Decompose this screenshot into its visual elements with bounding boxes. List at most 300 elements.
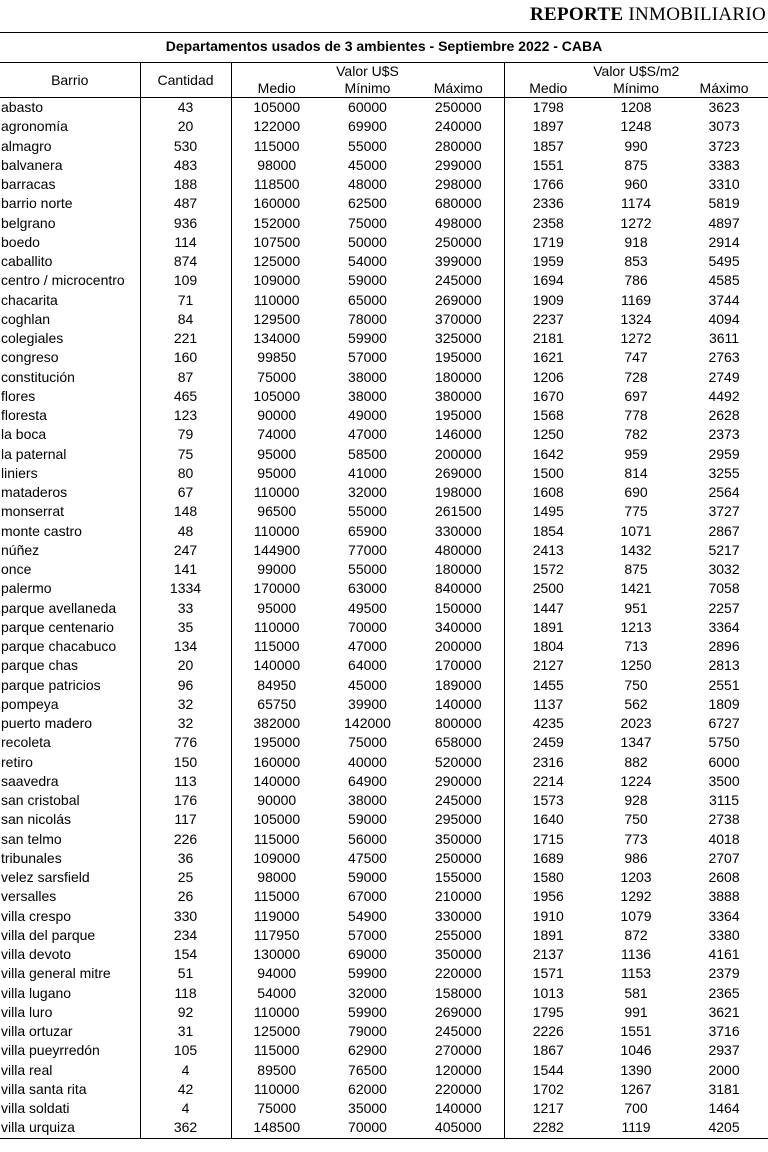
cell-cantidad: 33 [140,599,231,618]
cell-barrio: villa general mitre [0,964,140,983]
cell-m2-minimo: 928 [624,792,648,809]
cell-m2-medio: 2336 [532,195,564,212]
cell-valor-maximo: 210000 [413,887,504,906]
cell-barrio: versalles [0,887,140,906]
cell-m2-medio: 2500 [532,580,564,597]
cell-valor-maximo: 399000 [413,252,504,271]
cell-barrio: balvanera [0,156,140,175]
table-row [0,368,768,387]
cell-valor-maximo: 520000 [413,753,504,772]
table-row [0,252,768,271]
table-row [0,1080,768,1099]
cell-valor-medio: 109000 [253,849,301,866]
cell-cantidad: 43 [140,98,231,118]
cell-m2-medio: 2459 [532,734,564,751]
cell-valor-maximo: 800000 [413,714,504,733]
cell-m2-minimo: 1079 [620,907,652,924]
cell-cantidad: 113 [140,772,231,791]
cell-m2-maximo: 3255 [708,464,740,481]
cell-barrio: belgrano [0,214,140,233]
col-group-valor: Valor U$S [231,63,504,81]
cell-valor-medio: 110000 [253,1080,300,1097]
cell-m2-minimo: 991 [624,1003,648,1020]
cell-m2-medio: 1608 [532,484,564,501]
cell-cantidad: 92 [140,1003,231,1022]
cell-cantidad: 32 [140,714,231,733]
cell-barrio: la paternal [0,445,140,464]
table-row [0,984,768,1003]
table-row [0,637,768,656]
cell-m2-minimo: 750 [624,811,648,828]
cell-m2-minimo: 1248 [620,118,652,135]
cell-barrio: once [0,560,140,579]
cell-m2-maximo: 3380 [708,926,740,943]
cell-valor-medio: 90000 [257,407,297,424]
cell-m2-maximo: 2564 [708,484,740,501]
cell-cantidad: 226 [140,830,231,849]
cell-m2-maximo: 1464 [708,1100,740,1117]
cell-valor-medio: 148500 [231,1118,322,1138]
cell-m2-minimo: 1208 [620,99,652,116]
col-header-maximo: Máximo [413,80,504,98]
cell-valor-maximo: 405000 [413,1118,504,1138]
cell-valor-maximo: 498000 [413,214,504,233]
cell-barrio: centro / microcentro [0,271,140,290]
cell-valor-minimo: 63000 [348,580,387,597]
cell-valor-maximo: 180000 [413,560,504,579]
cell-valor-minimo: 75000 [348,734,387,751]
cell-m2-maximo: 3744 [708,291,740,308]
cell-valor-medio: 195000 [253,734,301,751]
cell-m2-medio: 1621 [532,349,564,366]
cell-valor-medio: 115000 [253,830,300,847]
cell-m2-medio: 1766 [532,176,564,193]
cell-m2-minimo: 782 [624,426,648,443]
table-row [0,695,768,714]
cell-valor-minimo: 38000 [348,792,387,809]
cell-barrio: congreso [0,348,140,367]
cell-valor-maximo: 195000 [413,348,504,367]
cell-valor-maximo: 200000 [413,445,504,464]
cell-valor-medio: 110000 [253,291,300,308]
cell-barrio: recoleta [0,733,140,752]
cell-cantidad: 362 [140,1118,231,1138]
cell-m2-maximo: 3723 [708,137,740,154]
cell-barrio: caballito [0,252,140,271]
cell-valor-medio: 122000 [253,118,301,135]
cell-m2-minimo: 778 [624,407,648,424]
cell-cantidad: 20 [140,117,231,136]
cell-m2-maximo: 2707 [708,849,740,866]
cell-m2-maximo: 2937 [708,1042,740,1059]
cell-cantidad: 96 [140,676,231,695]
cell-m2-minimo: 1153 [620,965,652,982]
cell-cantidad: 26 [140,887,231,906]
cell-valor-medio: 130000 [253,946,301,963]
cell-valor-medio: 96500 [257,503,297,520]
table-row [0,830,768,849]
cell-m2-medio: 2181 [532,330,564,347]
cell-barrio: la boca [0,425,140,444]
cell-valor-maximo: 250000 [413,98,504,118]
cell-valor-medio: 129500 [253,310,301,327]
cell-valor-medio: 134000 [253,330,301,347]
cell-m2-minimo: 1224 [620,772,652,789]
prices-table [0,62,768,1139]
cell-barrio: agronomía [0,117,140,136]
cell-m2-medio: 1571 [532,965,564,982]
cell-m2-minimo: 1119 [592,1118,680,1138]
cell-valor-minimo: 55000 [348,503,387,520]
cell-m2-maximo: 3623 [708,99,740,116]
cell-m2-medio: 1642 [532,445,564,462]
table-row [0,868,768,887]
cell-valor-maximo: 198000 [413,483,504,502]
brand-light-text: INMOBILIARIO [628,4,766,25]
table-row [0,541,768,560]
cell-valor-minimo: 47000 [348,638,387,655]
cell-valor-maximo: 140000 [413,1099,504,1118]
cell-m2-medio: 1910 [532,907,564,924]
cell-m2-medio: 1719 [532,233,564,250]
cell-valor-maximo: 245000 [413,1022,504,1041]
cell-m2-maximo: 6000 [708,753,740,770]
cell-m2-minimo: 1324 [620,310,652,327]
cell-barrio: villa luro [0,1003,140,1022]
cell-cantidad: 31 [140,1022,231,1041]
cell-m2-maximo: 4205 [680,1118,768,1138]
cell-cantidad: 36 [140,849,231,868]
cell-valor-maximo: 350000 [413,830,504,849]
cell-m2-medio: 1250 [532,426,564,443]
cell-m2-medio: 1551 [532,156,564,173]
cell-barrio: villa crespo [0,907,140,926]
cell-valor-minimo: 59000 [348,869,387,886]
cell-valor-medio: 115000 [253,137,300,154]
cell-m2-maximo: 2551 [708,676,740,693]
cell-cantidad: 51 [140,964,231,983]
cell-barrio: villa ortuzar [0,1022,140,1041]
cell-m2-maximo: 2914 [708,233,740,250]
cell-m2-maximo: 4094 [708,310,740,327]
cell-cantidad: 105 [140,1041,231,1060]
table-row [0,98,768,118]
cell-cantidad: 221 [140,329,231,348]
cell-m2-minimo: 882 [624,753,648,770]
cell-valor-minimo: 54900 [348,907,387,924]
col-header-cantidad: Cantidad [140,63,231,98]
cell-barrio: saavedra [0,772,140,791]
cell-valor-medio: 95000 [257,599,297,616]
cell-valor-medio: 74000 [257,426,297,443]
cell-valor-maximo: 245000 [413,271,504,290]
cell-cantidad: 234 [140,926,231,945]
col-header-barrio: Barrio [0,63,140,98]
cell-valor-maximo: 255000 [413,926,504,945]
cell-valor-minimo: 41000 [348,464,387,481]
cell-m2-medio: 2413 [532,541,564,558]
cell-valor-minimo: 32000 [348,984,387,1001]
cell-barrio: villa soldati [0,1099,140,1118]
table-row [0,522,768,541]
cell-m2-medio: 1959 [532,253,564,270]
cell-valor-maximo: 150000 [413,599,504,618]
cell-valor-maximo: 200000 [413,637,504,656]
cell-valor-minimo: 57000 [348,926,387,943]
cell-valor-maximo: 140000 [413,695,504,714]
cell-valor-medio: 144900 [253,541,301,558]
cell-cantidad: 776 [140,733,231,752]
cell-m2-medio: 1798 [532,99,564,116]
cell-barrio: parque chas [0,656,140,675]
cell-barrio: coghlan [0,310,140,329]
table-row [0,406,768,425]
cell-valor-medio: 75000 [257,1100,297,1117]
table-row [0,387,768,406]
cell-cantidad: 530 [140,137,231,156]
cell-valor-minimo: 62500 [348,195,387,212]
cell-cantidad: 75 [140,445,231,464]
cell-valor-medio: 115000 [253,1042,300,1059]
cell-valor-minimo: 59900 [348,1003,387,1020]
cell-valor-medio: 107500 [253,233,301,250]
cell-m2-maximo: 3621 [708,1003,740,1020]
cell-m2-maximo: 6727 [708,715,740,732]
cell-valor-medio: 89500 [257,1061,297,1078]
cell-barrio: parque chacabuco [0,637,140,656]
cell-valor-medio: 160000 [253,753,301,770]
cell-m2-minimo: 875 [624,561,648,578]
cell-m2-medio: 2127 [532,657,564,674]
cell-m2-maximo: 2000 [708,1061,740,1078]
cell-barrio: chacarita [0,291,140,310]
cell-m2-minimo: 1347 [620,734,652,751]
cell-m2-minimo: 986 [624,849,648,866]
cell-valor-maximo: 189000 [413,676,504,695]
cell-m2-maximo: 4161 [708,946,740,963]
cell-m2-minimo: 728 [624,368,648,385]
cell-m2-medio: 1137 [533,695,564,712]
cell-m2-medio: 1670 [532,387,564,404]
cell-valor-minimo: 69000 [348,946,387,963]
cell-barrio: flores [0,387,140,406]
cell-valor-minimo: 45000 [348,676,387,693]
cell-valor-minimo: 65900 [348,522,387,539]
cell-valor-medio: 115000 [253,638,300,655]
cell-valor-medio: 140000 [253,657,301,674]
cell-barrio: liniers [0,464,140,483]
cell-valor-medio: 105000 [253,387,301,404]
cell-barrio: san nicolás [0,810,140,829]
cell-m2-medio: 1956 [532,888,564,905]
cell-valor-minimo: 76500 [348,1061,387,1078]
cell-m2-minimo: 960 [624,176,648,193]
cell-m2-medio: 1702 [532,1080,564,1097]
table-row [0,291,768,310]
cell-m2-minimo: 872 [624,926,648,943]
cell-valor-maximo: 380000 [413,387,504,406]
table-row [0,810,768,829]
cell-m2-minimo: 773 [624,830,648,847]
cell-valor-maximo: 280000 [413,137,504,156]
cell-m2-minimo: 853 [624,253,648,270]
table-row [0,753,768,772]
cell-valor-minimo: 55000 [348,137,387,154]
cell-barrio: almagro [0,137,140,156]
cell-valor-maximo: 195000 [413,406,504,425]
cell-barrio: puerto madero [0,714,140,733]
cell-valor-medio: 115000 [253,888,300,905]
cell-barrio: abasto [0,98,140,118]
cell-valor-maximo: 680000 [413,194,504,213]
cell-barrio: san telmo [0,830,140,849]
cell-m2-maximo: 3383 [708,156,740,173]
cell-valor-maximo: 340000 [413,618,504,637]
cell-valor-medio: 110000 [253,484,300,501]
cell-valor-minimo: 54000 [348,253,387,270]
header-rule [0,32,768,33]
cell-valor-maximo: 658000 [413,733,504,752]
cell-valor-minimo: 70000 [322,1118,413,1138]
cell-valor-minimo: 59000 [348,811,387,828]
cell-m2-maximo: 3115 [708,792,740,809]
cell-valor-maximo: 245000 [413,791,504,810]
cell-valor-minimo: 47000 [348,426,387,443]
table-row [0,156,768,175]
table-row [0,502,768,521]
cell-valor-medio: 109000 [253,272,301,289]
col-header-m2-medio: Medio [504,80,592,98]
cell-m2-medio: 1694 [532,272,564,289]
table-body [0,98,768,1139]
cell-cantidad: 123 [140,406,231,425]
cell-m2-minimo: 1272 [620,330,652,347]
cell-m2-maximo: 2373 [708,426,740,443]
cell-valor-medio: 98000 [257,869,297,886]
cell-m2-minimo: 750 [624,676,648,693]
cell-valor-maximo: 261500 [413,502,504,521]
cell-barrio: boedo [0,233,140,252]
cell-m2-medio: 2214 [532,772,564,789]
table-row [0,1061,768,1080]
table-row [0,618,768,637]
cell-m2-medio: 1689 [532,849,564,866]
cell-m2-minimo: 1203 [620,869,652,886]
cell-cantidad: 87 [140,368,231,387]
table-row [0,772,768,791]
table-row [0,445,768,464]
table-row [0,560,768,579]
cell-barrio: barrio norte [0,194,140,213]
cell-valor-maximo: 269000 [413,291,504,310]
cell-barrio: monte castro [0,522,140,541]
cell-valor-maximo: 120000 [413,1061,504,1080]
cell-valor-medio: 98000 [257,156,297,173]
cell-valor-maximo: 299000 [413,156,504,175]
cell-cantidad: 154 [140,945,231,964]
cell-m2-maximo: 5750 [708,734,740,751]
cell-cantidad: 247 [140,541,231,560]
cell-cantidad: 134 [140,637,231,656]
table-row [0,175,768,194]
brand-bold-text: REPORTE [530,4,624,25]
cell-cantidad: 160 [140,348,231,367]
cell-m2-maximo: 2608 [708,869,740,886]
cell-m2-minimo: 1136 [620,946,652,963]
cell-m2-maximo: 3364 [708,907,740,924]
cell-valor-minimo: 48000 [348,176,387,193]
cell-m2-maximo: 2738 [708,811,740,828]
cell-valor-maximo: 840000 [413,579,504,598]
cell-valor-minimo: 56000 [348,830,387,847]
cell-valor-maximo: 350000 [413,945,504,964]
cell-valor-minimo: 65000 [348,291,387,308]
cell-m2-medio: 1500 [532,464,564,481]
cell-valor-medio: 54000 [257,984,297,1001]
cell-valor-minimo: 32000 [348,484,387,501]
cell-valor-minimo: 142000 [344,715,391,732]
col-group-valor-m2: Valor U$S/m2 [504,63,768,81]
cell-valor-minimo: 38000 [348,368,387,385]
table-row [0,271,768,290]
cell-valor-medio: 125000 [253,1023,301,1040]
cell-valor-medio: 119000 [253,907,300,924]
cell-valor-minimo: 62900 [348,1042,387,1059]
table-row [0,791,768,810]
table-row [0,1022,768,1041]
cell-m2-minimo: 875 [624,156,648,173]
cell-valor-maximo: 146000 [413,425,504,444]
cell-m2-minimo: 1250 [620,657,652,674]
cell-m2-medio: 1640 [532,811,564,828]
cell-cantidad: 150 [140,753,231,772]
col-header-m2-minimo: Mínimo [592,80,680,98]
cell-m2-maximo: 2813 [708,657,740,674]
cell-valor-minimo: 62000 [348,1080,387,1097]
table-row [0,714,768,733]
cell-valor-medio: 117950 [253,926,300,943]
table-row [0,194,768,213]
table-row [0,676,768,695]
cell-cantidad: 188 [140,175,231,194]
cell-valor-maximo: 220000 [413,1080,504,1099]
cell-m2-medio: 2316 [532,753,564,770]
cell-barrio: monserrat [0,502,140,521]
cell-cantidad: 71 [140,291,231,310]
cell-valor-maximo: 325000 [413,329,504,348]
cell-barrio: mataderos [0,483,140,502]
cell-m2-maximo: 4897 [708,214,740,231]
cell-valor-minimo: 78000 [348,310,387,327]
table-row [0,926,768,945]
cell-m2-medio: 2237 [532,310,564,327]
cell-m2-medio: 1909 [532,291,564,308]
cell-valor-medio: 118500 [253,176,300,193]
cell-valor-minimo: 55000 [348,561,387,578]
cell-m2-minimo: 1272 [620,214,652,231]
cell-m2-medio: 1544 [532,1061,564,1078]
cell-valor-minimo: 64000 [348,657,387,674]
cell-cantidad: 141 [140,560,231,579]
col-header-m2-maximo: Máximo [680,80,768,98]
cell-cantidad: 25 [140,868,231,887]
cell-barrio: constitución [0,368,140,387]
cell-m2-minimo: 1390 [620,1061,652,1078]
cell-cantidad: 874 [140,252,231,271]
cell-m2-maximo: 2379 [708,965,740,982]
cell-valor-medio: 382000 [253,715,301,732]
table-row [0,233,768,252]
